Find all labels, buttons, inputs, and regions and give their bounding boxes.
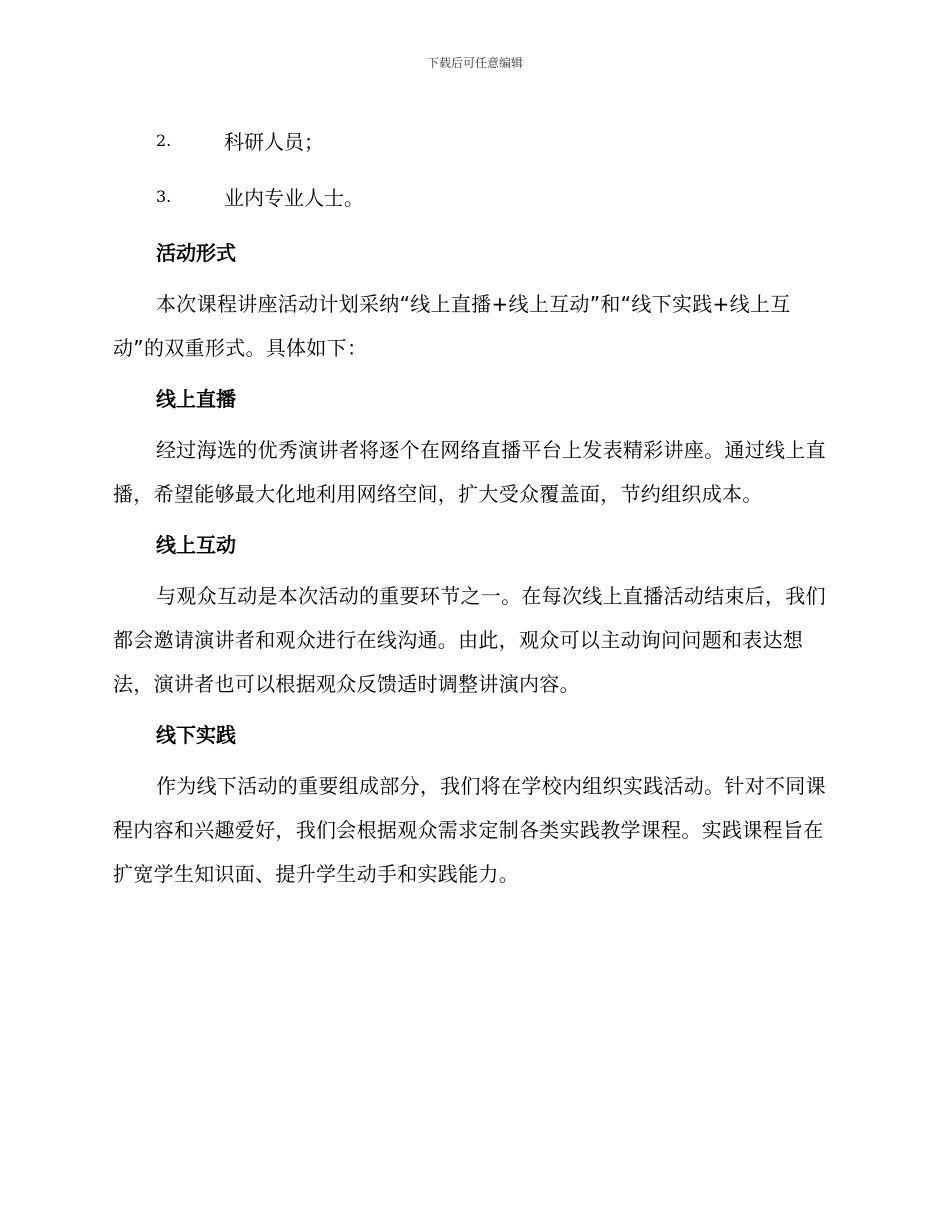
list-item [113,112,837,168]
section-heading-form: 活动形式 [156,241,236,265]
page-header: 下载后可任意编辑 [426,56,523,70]
section-paragraph-offline: 作为线下活动的重要组成部分，我们将在学校内组织实践活动。针对不同课程内容和兴趣爱好，我们会根据观众需求定制各类实践教学课程。实践课程旨在扩宽学生知识面、提升学生动手和实践能力。 [113,774,826,886]
section-heading-interact: 线上互动 [156,533,236,557]
list-text: 业内专业人士。 [224,185,364,210]
list-number: 2. [156,130,172,150]
section-heading-offline: 线下实践 [156,723,236,747]
section-paragraph-live: 经过海选的优秀演讲者将逐个在网络直播平台上发表精彩讲座。通过线上直播，希望能够最大化地利用网络空间，扩大受众覆盖面，节约组织成本。 [113,438,826,506]
section-paragraph-form: 本次课程讲座活动计划采纳“线上直播+线上互动”和“线下实践+线上互动”的双重形式。具体如下： [113,292,791,360]
section-heading-live: 线上直播 [156,387,236,411]
document-body [113,112,837,896]
section-paragraph-interact: 与观众互动是本次活动的重要环节之一。在每次线上直播活动结束后，我们都会邀请演讲者和观众进行在线沟通。由此，观众可以主动询问问题和表达想法，演讲者也可以根据观众反馈适时调整讲演内容。 [113,584,826,696]
list-text: 科研人员； [224,129,324,154]
list-item [113,168,837,224]
list-number: 3. [156,186,172,206]
